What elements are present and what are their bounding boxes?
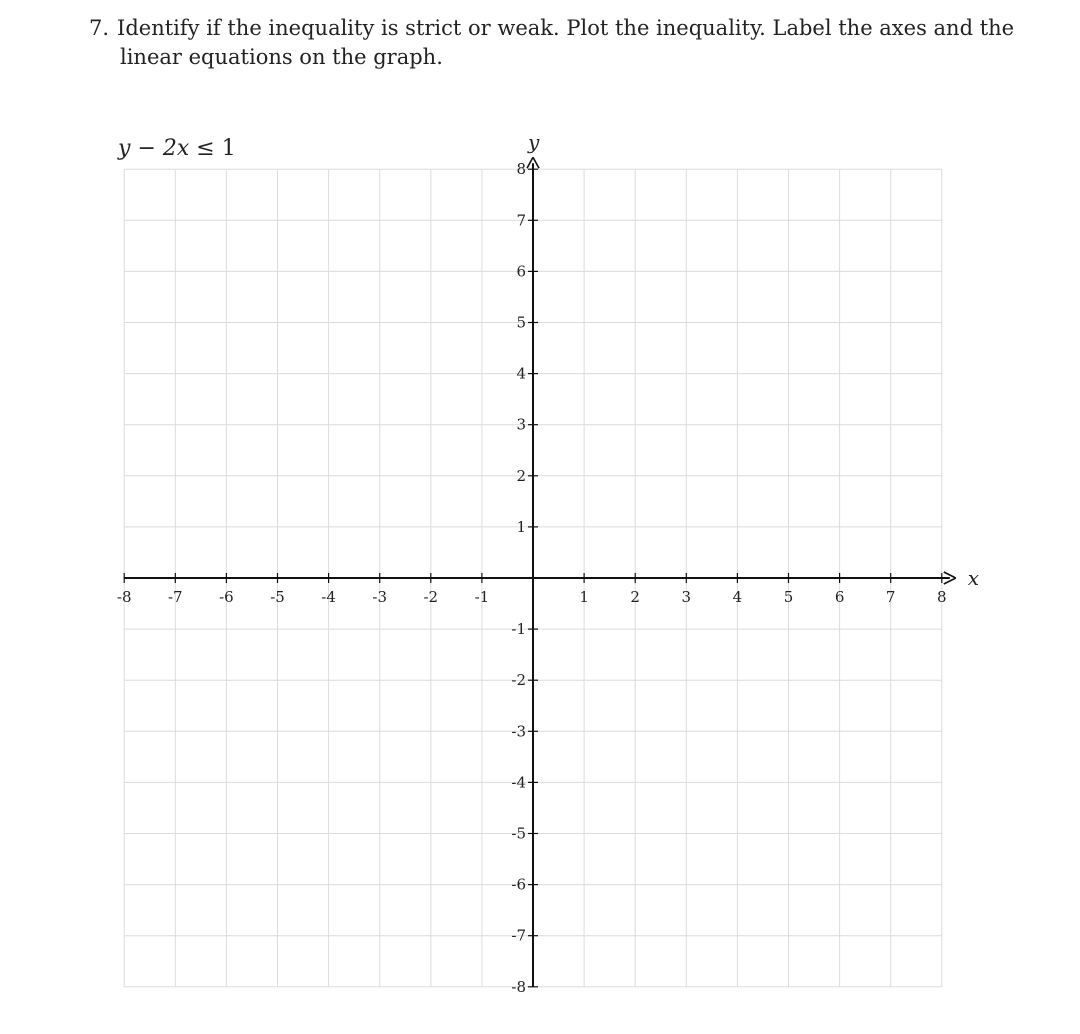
x-tick-label: 1 [579,588,589,606]
x-tick-label: -6 [219,588,234,606]
inequality-lhs-var: y [118,136,131,161]
y-tick-label: 2 [516,466,526,485]
question-body: Identify if the inequality is strict or weak. Plot the inequality. Label the axes and the linear equations on the graph. [117,16,1015,69]
axes [124,130,979,987]
x-tick-label: -3 [372,588,388,606]
y-tick-label: -5 [511,824,526,843]
y-tick-label: -4 [511,773,526,792]
x-tick-label: 8 [937,588,947,606]
inequality-minus: − [137,136,156,161]
x-tick-label: -7 [167,588,183,606]
inequality-relation: ≤ [196,136,215,161]
x-tick-label: -2 [423,588,439,606]
y-tick-label: -1 [511,620,526,639]
y-tick-label: 3 [516,415,526,434]
y-tick-label: 5 [516,313,526,332]
question-number: 7. [89,16,110,40]
x-tick-label: 7 [885,588,896,606]
y-tick-label: -2 [511,671,526,690]
y-tick-label: -8 [511,977,526,996]
x-tick-label: 2 [630,588,640,606]
x-tick-label: -5 [270,588,285,606]
x-axis-label: x [967,566,980,590]
y-axis-label: y [528,130,540,155]
x-tick-label: -4 [321,588,336,606]
x-tick-label: -1 [474,588,490,606]
x-tick-label: 5 [783,588,794,606]
x-tick-label: 4 [732,588,743,606]
inequality-term: 2x [162,136,190,161]
y-tick-label: 1 [516,517,526,536]
y-tick-label: -3 [511,722,526,741]
y-tick-label: 6 [516,262,526,281]
y-tick-label: -7 [511,926,526,945]
x-tick-label: 6 [834,588,845,606]
y-tick-label: 4 [516,364,526,383]
x-tick-label: 3 [681,588,692,606]
x-tick-label: -8 [116,588,132,606]
y-tick-label: -6 [511,875,526,894]
inequality-rhs: 1 [221,136,236,161]
y-tick-label: 8 [516,160,526,179]
y-tick-label: 7 [516,211,526,230]
